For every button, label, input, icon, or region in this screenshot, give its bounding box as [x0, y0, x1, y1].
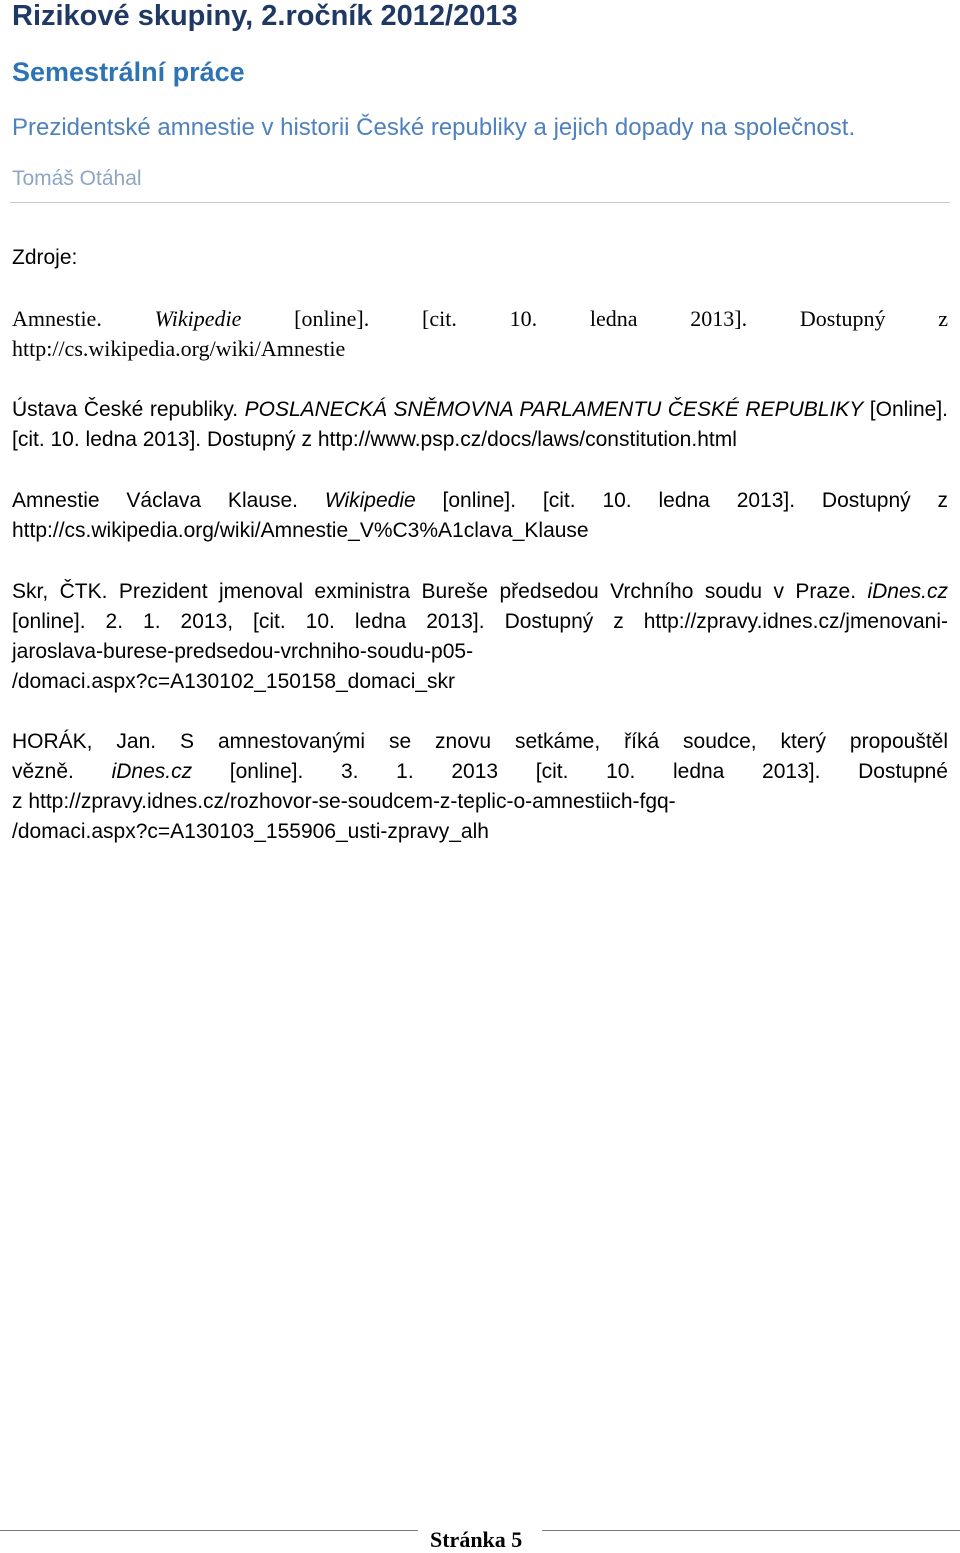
footer-divider-left: [0, 1530, 418, 1531]
reference-url[interactable]: z http://zpravy.idnes.cz/rozhovor-se-soudcem-z-teplic-o-amnestiich-fgq-: [12, 790, 676, 813]
reference-item: [12, 727, 948, 847]
reference-line: [12, 425, 948, 455]
document-title: Rizikové skupiny, 2.ročník 2012/2013: [12, 0, 518, 32]
title-divider: [10, 202, 950, 203]
sources-heading: Zdroje:: [12, 246, 78, 269]
document-topic: Prezidentské amnestie v historii České republiky a jejich dopady na společnost.: [12, 114, 856, 141]
reference-item: [12, 395, 948, 455]
reference-text: [online]. 3. 1. 2013 [cit. 10. ledna 2013]. Dostupné: [192, 760, 948, 783]
reference-line: [online]. 2. 1. 2013, [cit. 10. ledna 2013]. Dostupný z http://zpravy.idnes.cz/jmenovani-: [12, 610, 948, 633]
reference-text: [cit. 10. ledna 2013].: [12, 428, 207, 451]
reference-line: [12, 395, 948, 425]
footer-divider-right: [542, 1530, 960, 1531]
reference-source-title: POSLANECKÁ SNĚMOVNA PARLAMENTU ČESKÉ REPUBLIKY: [244, 398, 864, 421]
reference-line: [12, 577, 948, 607]
reference-source-title: iDnes.cz: [867, 580, 948, 603]
reference-text: [online]. [cit. 10. ledna 2013]. Dostupný z: [241, 306, 948, 331]
reference-text: [online]. [cit. 10. ledna 2013]. Dostupný z: [415, 489, 948, 512]
reference-url[interactable]: http://cs.wikipedia.org/wiki/Amnestie: [12, 336, 346, 361]
reference-text: Skr, ČTK. Prezident jmenoval exministra Bureše předsedou Vrchního soudu v Praze.: [12, 580, 868, 603]
reference-line: [12, 757, 948, 787]
reference-text: vězně.: [12, 760, 112, 783]
reference-text: Amnestie.: [12, 306, 155, 331]
reference-text: Amnestie Václava Klause.: [12, 489, 325, 512]
reference-url[interactable]: http://cs.wikipedia.org/wiki/Amnestie_V%C3%A1clava_Klause: [12, 519, 589, 542]
document-subtitle: Semestrální práce: [12, 57, 245, 87]
reference-url[interactable]: Dostupný z http://www.psp.cz/docs/laws/constitution.html: [206, 428, 737, 451]
page-number: Stránka 5: [430, 1527, 523, 1552]
reference-line: [12, 486, 948, 516]
reference-text: [Online].: [863, 398, 949, 421]
reference-url-continued[interactable]: jaroslava-burese-predsedou-vrchniho-soudu-p05-: [12, 640, 474, 663]
reference-source-title: Wikipedie: [324, 489, 416, 512]
reference-url-continued[interactable]: /domaci.aspx?c=A130103_155906_usti-zpravy_alh: [12, 820, 489, 843]
reference-url-continued[interactable]: /domaci.aspx?c=A130102_150158_domaci_skr: [12, 670, 456, 693]
reference-source-title: iDnes.cz: [111, 760, 193, 783]
reference-line: HORÁK, Jan. S amnestovanými se znovu setkáme, říká soudce, který propouštěl: [12, 730, 948, 753]
reference-line: [12, 304, 948, 334]
reference-source-title: Wikipedie: [154, 306, 242, 331]
reference-item: [12, 577, 948, 697]
reference-item: [12, 304, 948, 364]
reference-text: Ústava České republiky.: [12, 398, 245, 421]
document-author: Tomáš Otáhal: [12, 167, 142, 190]
reference-item: [12, 486, 948, 546]
